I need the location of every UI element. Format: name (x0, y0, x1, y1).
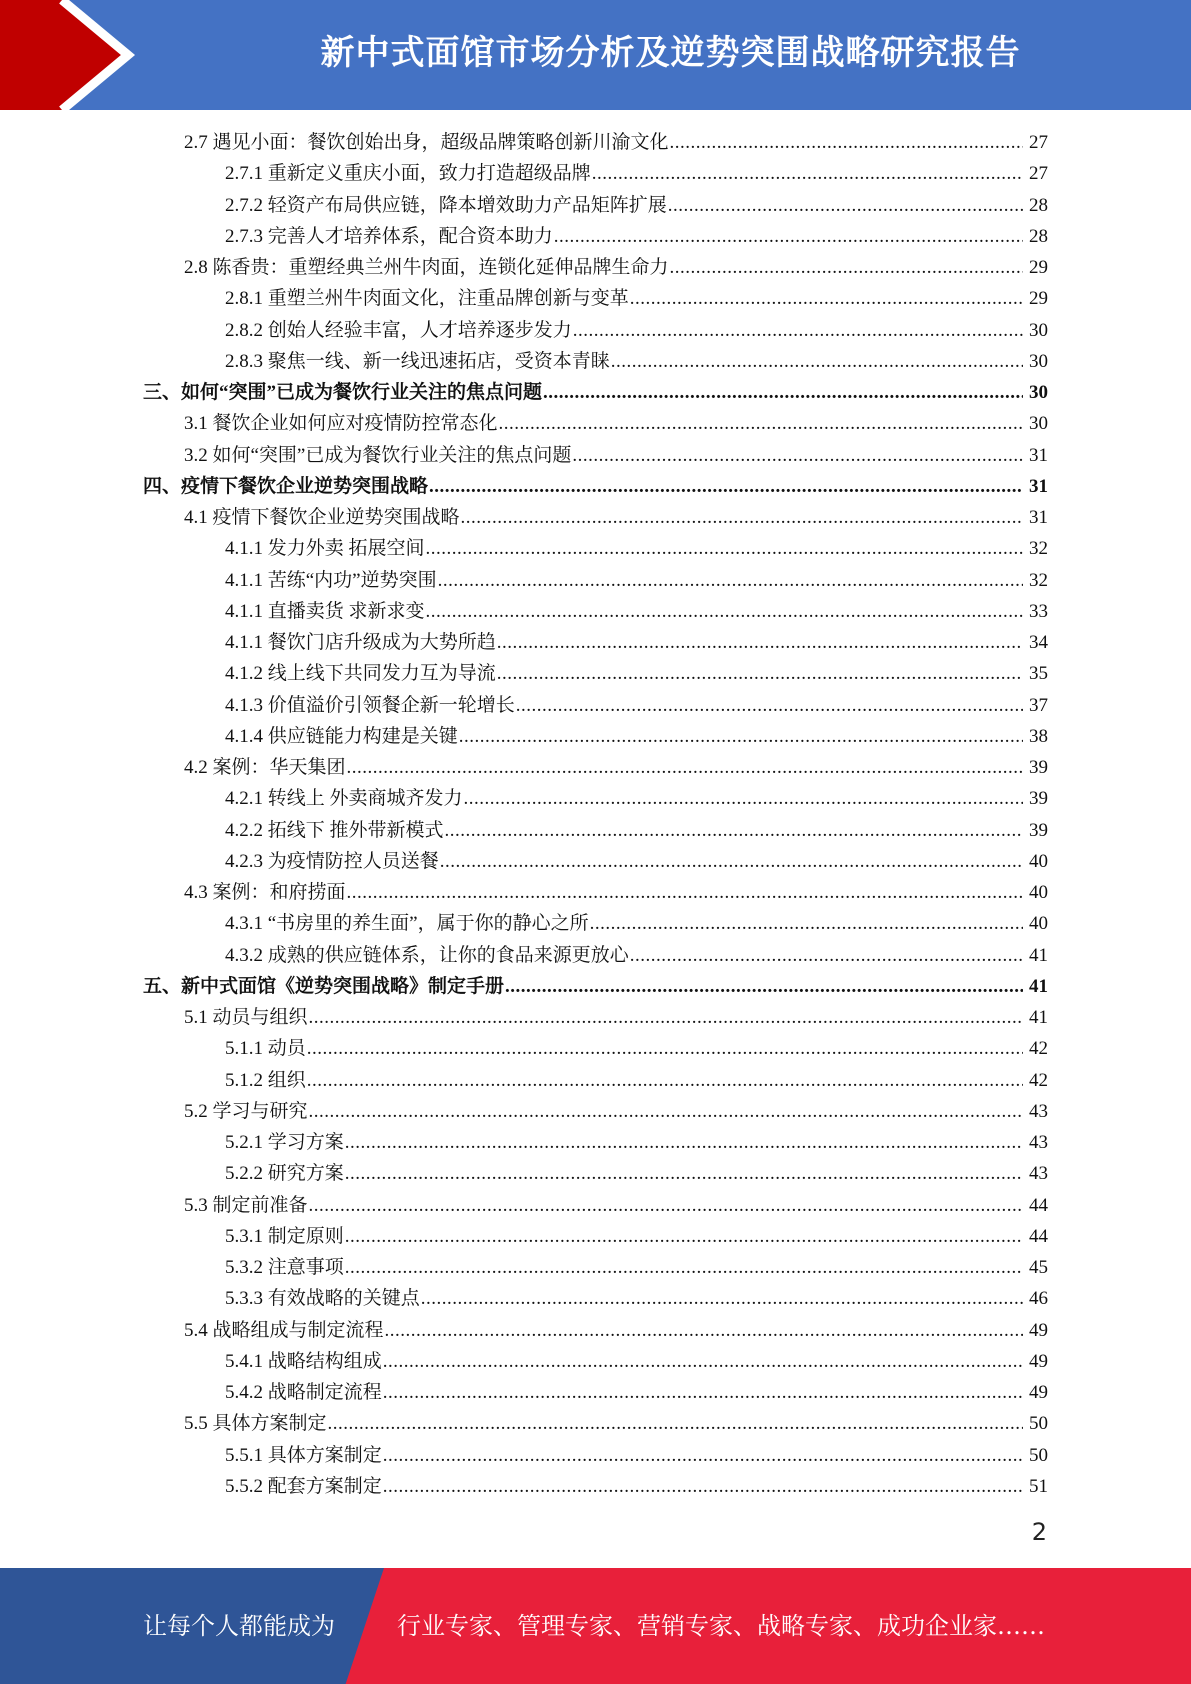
toc-entry[interactable] (0, 815, 1191, 846)
toc-entry[interactable] (0, 971, 1191, 1002)
toc-entry-title: 4.1 疫情下餐饮企业逆势突围战略 (184, 507, 460, 528)
toc-dot-leader (459, 721, 1023, 752)
toc-entry-title: 5.2.2 研究方案 (225, 1163, 344, 1185)
toc-entry-page: 40 (1029, 882, 1048, 903)
toc-entry[interactable] (0, 1127, 1191, 1158)
toc-dot-leader (440, 846, 1023, 877)
toc-entry-title: 5.5.1 具体方案制定 (225, 1444, 382, 1466)
toc-entry-page: 44 (1029, 1225, 1048, 1247)
toc-entry[interactable] (0, 1065, 1191, 1096)
toc-entry-title: 5.1.2 组织 (225, 1069, 306, 1091)
toc-entry[interactable] (0, 1346, 1191, 1377)
toc-entry-page: 31 (1029, 475, 1048, 497)
toc-entry-page: 49 (1029, 1382, 1048, 1403)
toc-entry-page: 40 (1029, 913, 1048, 935)
toc-entry[interactable] (0, 346, 1191, 377)
toc-entry[interactable] (0, 940, 1191, 971)
toc-entry-page: 32 (1029, 538, 1048, 560)
toc-entry-page: 29 (1029, 288, 1048, 310)
toc-entry-title: 4.2 案例：华天集团 (184, 757, 346, 778)
toc-dot-leader (385, 1315, 1023, 1346)
toc-entry-page: 28 (1029, 225, 1048, 247)
toc-entry-title: 5.3.2 注意事项 (225, 1257, 344, 1278)
toc-entry[interactable] (0, 783, 1191, 814)
toc-entry-title: 2.7.2 轻资产布局供应链，降本增效助力产品矩阵扩展 (225, 194, 667, 216)
toc-entry[interactable] (0, 252, 1191, 283)
toc-entry-page: 45 (1029, 1257, 1048, 1278)
toc-dot-leader (497, 658, 1023, 689)
toc-entry[interactable] (0, 1440, 1191, 1471)
toc-entry-title: 5.5 具体方案制定 (184, 1413, 327, 1435)
toc-dot-leader (438, 565, 1023, 596)
toc-entry-page: 49 (1029, 1350, 1048, 1372)
toc-entry-title: 4.2.3 为疫情防控人员送餐 (225, 850, 439, 872)
toc-entry-page: 39 (1029, 819, 1048, 841)
toc-entry-page: 38 (1029, 725, 1048, 747)
toc-entry[interactable] (0, 877, 1191, 908)
toc-dot-leader (499, 408, 1023, 439)
toc-entry[interactable] (0, 221, 1191, 252)
toc-entry[interactable] (0, 440, 1191, 471)
toc-entry-page: 27 (1029, 163, 1048, 185)
toc-entry-title: 5.3 制定前准备 (184, 1194, 308, 1216)
toc-entry-page: 43 (1029, 1163, 1048, 1185)
toc-entry-title: 5.5.2 配套方案制定 (225, 1475, 382, 1497)
toc-dot-leader (309, 1002, 1023, 1033)
toc-entry-title: 5.3.1 制定原则 (225, 1225, 344, 1247)
toc-dot-leader (383, 1440, 1023, 1471)
toc-entry[interactable] (0, 690, 1191, 721)
toc-entry-title: 4.2.1 转线上 外卖商城齐发力 (225, 788, 463, 810)
toc-entry[interactable] (0, 1033, 1191, 1064)
toc-entry[interactable] (0, 127, 1191, 158)
toc-entry-title: 五、新中式面馆《逆势突围战略》制定手册 (143, 975, 505, 997)
toc-entry-title: 5.2.1 学习方案 (225, 1132, 344, 1153)
toc-entry-page: 31 (1029, 444, 1048, 466)
toc-entry[interactable] (0, 471, 1191, 502)
toc-entry[interactable] (0, 502, 1191, 533)
toc-entry-page: 46 (1029, 1288, 1048, 1310)
toc-dot-leader (421, 1283, 1023, 1314)
toc-entry-page: 30 (1029, 413, 1048, 435)
toc-dot-leader (497, 627, 1023, 658)
toc-entry[interactable] (0, 1158, 1191, 1189)
toc-dot-leader (309, 1096, 1023, 1127)
toc-dot-leader (347, 752, 1023, 783)
toc-entry-title: 3.2 如何“突围”已成为餐饮行业关注的焦点问题 (184, 444, 572, 466)
toc-entry-page: 35 (1029, 663, 1048, 685)
toc-entry-title: 5.1.1 动员 (225, 1038, 306, 1060)
toc-dot-leader (307, 1033, 1023, 1064)
toc-dot-leader (670, 127, 1023, 158)
toc-entry-title: 三、如何“突围”已成为餐饮行业关注的焦点问题 (143, 382, 543, 403)
toc-dot-leader (611, 346, 1023, 377)
toc-dot-leader (426, 596, 1023, 627)
toc-entry[interactable] (0, 752, 1191, 783)
toc-dot-leader (668, 190, 1023, 221)
toc-entry-title: 5.3.3 有效战略的关键点 (225, 1288, 420, 1310)
toc-entry-page: 41 (1029, 975, 1048, 997)
toc-entry-title: 4.3.1 “书房里的养生面”，属于你的静心之所 (225, 913, 589, 935)
toc-dot-leader (347, 877, 1023, 908)
toc-entry-page: 43 (1029, 1100, 1048, 1122)
toc-entry-title: 4.1.1 餐饮门店升级成为大势所趋 (225, 632, 496, 653)
toc-entry-title: 5.2 学习与研究 (184, 1100, 308, 1122)
toc-dot-leader (461, 502, 1023, 533)
toc-entry-page: 28 (1029, 194, 1048, 216)
toc-entry[interactable] (0, 377, 1191, 408)
footer-slogan: 让每个人都能成为 (143, 1612, 335, 1640)
toc-entry-title: 4.3 案例：和府捞面 (184, 882, 346, 903)
toc-entry-title: 4.3.2 成熟的供应链体系，让你的食品来源更放心 (225, 944, 629, 966)
toc-entry[interactable] (0, 408, 1191, 439)
toc-entry-page: 30 (1029, 350, 1048, 372)
toc-entry-title: 2.8.3 聚焦一线、新一线迅速拓店，受资本青睐 (225, 350, 610, 372)
toc-entry[interactable] (0, 1002, 1191, 1033)
toc-dot-leader (670, 252, 1023, 283)
toc-entry-title: 2.8.2 创始人经验丰富，人才培养逐步发力 (225, 319, 572, 341)
toc-entry-title: 4.1.1 直播卖货 求新求变 (225, 600, 425, 622)
toc-dot-leader (345, 1252, 1023, 1283)
report-title: 新中式面馆市场分析及逆势突围战略研究报告 (320, 33, 1021, 73)
toc-entry[interactable] (0, 721, 1191, 752)
toc-entry[interactable] (0, 315, 1191, 346)
toc-entry-page: 43 (1029, 1132, 1048, 1153)
toc-dot-leader (630, 940, 1023, 971)
toc-entry[interactable] (0, 1471, 1191, 1502)
toc-entry-page: 44 (1029, 1194, 1048, 1216)
toc-entry[interactable] (0, 1252, 1191, 1283)
toc-entry-title: 2.7 遇见小面：餐饮创始出身，超级品牌策略创新川渝文化 (184, 132, 669, 153)
toc-entry-title: 4.2.2 拓线下 推外带新模式 (225, 819, 444, 841)
toc-entry-page: 29 (1029, 257, 1048, 278)
toc-entry-page: 30 (1029, 382, 1048, 403)
toc-entry-title: 2.8.1 重塑兰州牛肉面文化，注重品牌创新与变革 (225, 288, 629, 310)
toc-entry-page: 50 (1029, 1413, 1048, 1435)
toc-dot-leader (573, 315, 1023, 346)
toc-entry[interactable] (0, 1096, 1191, 1127)
toc-entry-page: 40 (1029, 850, 1048, 872)
toc-entry-page: 32 (1029, 569, 1048, 591)
page-header (0, 0, 1191, 110)
toc-entry-page: 41 (1029, 944, 1048, 966)
page-number: 2 (1031, 1518, 1047, 1546)
toc-dot-leader (464, 783, 1023, 814)
toc-dot-leader (516, 690, 1023, 721)
toc-entry-page: 49 (1029, 1319, 1048, 1341)
toc-dot-leader (307, 1065, 1023, 1096)
toc-entry[interactable] (0, 565, 1191, 596)
toc-entry[interactable] (0, 627, 1191, 658)
toc-entry[interactable] (0, 1377, 1191, 1408)
toc-entry[interactable] (0, 1408, 1191, 1439)
toc-dot-leader (543, 377, 1023, 408)
toc-entry[interactable] (0, 846, 1191, 877)
toc-entry-title: 2.8 陈香贵：重塑经典兰州牛肉面，连锁化延伸品牌生命力 (184, 257, 669, 278)
toc-dot-leader (445, 815, 1023, 846)
toc-entry-page: 31 (1029, 507, 1048, 528)
toc-entry[interactable] (0, 1190, 1191, 1221)
toc-dot-leader (345, 1221, 1023, 1252)
toc-dot-leader (592, 158, 1023, 189)
toc-entry-title: 4.1.4 供应链能力构建是关键 (225, 725, 458, 747)
red-arrow-logo-icon (0, 0, 160, 110)
toc-dot-leader (328, 1408, 1023, 1439)
toc-entry[interactable] (0, 658, 1191, 689)
toc-entry-title: 4.1.3 价值溢价引领餐企新一轮增长 (225, 694, 515, 716)
toc-dot-leader (345, 1158, 1023, 1189)
toc-entry-title: 3.1 餐饮企业如何应对疫情防控常态化 (184, 413, 498, 435)
toc-entry-title: 5.4.2 战略制定流程 (225, 1382, 382, 1403)
toc-dot-leader (345, 1127, 1023, 1158)
toc-dot-leader (554, 221, 1023, 252)
toc-entry[interactable] (0, 596, 1191, 627)
toc-entry-page: 42 (1029, 1069, 1048, 1091)
page-footer (0, 1568, 1191, 1684)
toc-dot-leader (426, 533, 1023, 564)
toc-dot-leader (572, 440, 1023, 471)
toc-entry-title: 2.7.1 重新定义重庆小面，致力打造超级品牌 (225, 163, 591, 185)
toc-entry-title: 5.1 动员与组织 (184, 1007, 308, 1028)
toc-entry-page: 51 (1029, 1475, 1048, 1497)
toc-dot-leader (383, 1377, 1023, 1408)
toc-entry-page: 39 (1029, 788, 1048, 810)
toc-entry-title: 5.4 战略组成与制定流程 (184, 1319, 384, 1341)
toc-entry-title: 5.4.1 战略结构组成 (225, 1350, 382, 1372)
footer-tagline: 行业专家、管理专家、营销专家、战略专家、成功企业家…… (397, 1612, 1045, 1640)
toc-entry-title: 2.7.3 完善人才培养体系，配合资本助力 (225, 225, 553, 247)
toc-dot-leader (630, 283, 1023, 314)
toc-entry-title: 4.1.1 苦练“内功”逆势突围 (225, 569, 437, 591)
toc-entry-page: 41 (1029, 1007, 1048, 1028)
toc-entry-page: 30 (1029, 319, 1048, 341)
toc-entry[interactable] (0, 1283, 1191, 1314)
toc-dot-leader (590, 908, 1023, 939)
toc-dot-leader (429, 471, 1023, 502)
toc-entry[interactable] (0, 283, 1191, 314)
toc-entry-title: 4.1.1 发力外卖 拓展空间 (225, 538, 425, 560)
toc-entry-page: 33 (1029, 600, 1048, 622)
toc-entry-page: 50 (1029, 1444, 1048, 1466)
toc-entry-page: 34 (1029, 632, 1048, 653)
toc-dot-leader (383, 1471, 1023, 1502)
toc-dot-leader (383, 1346, 1023, 1377)
toc-entry-page: 27 (1029, 132, 1048, 153)
toc-entry[interactable] (0, 190, 1191, 221)
toc-entry[interactable] (0, 1315, 1191, 1346)
toc-dot-leader (309, 1190, 1023, 1221)
toc-entry-page: 37 (1029, 694, 1048, 716)
toc-dot-leader (505, 971, 1023, 1002)
toc-entry-title: 四、疫情下餐饮企业逆势突围战略 (143, 475, 429, 497)
toc-entry-page: 39 (1029, 757, 1048, 778)
toc-entry[interactable] (0, 533, 1191, 564)
toc-entry-page: 42 (1029, 1038, 1048, 1060)
toc-entry[interactable] (0, 908, 1191, 939)
toc-entry[interactable] (0, 1221, 1191, 1252)
toc-entry-title: 4.1.2 线上线下共同发力互为导流 (225, 663, 496, 685)
table-of-contents (0, 127, 1191, 1502)
toc-entry[interactable] (0, 158, 1191, 189)
